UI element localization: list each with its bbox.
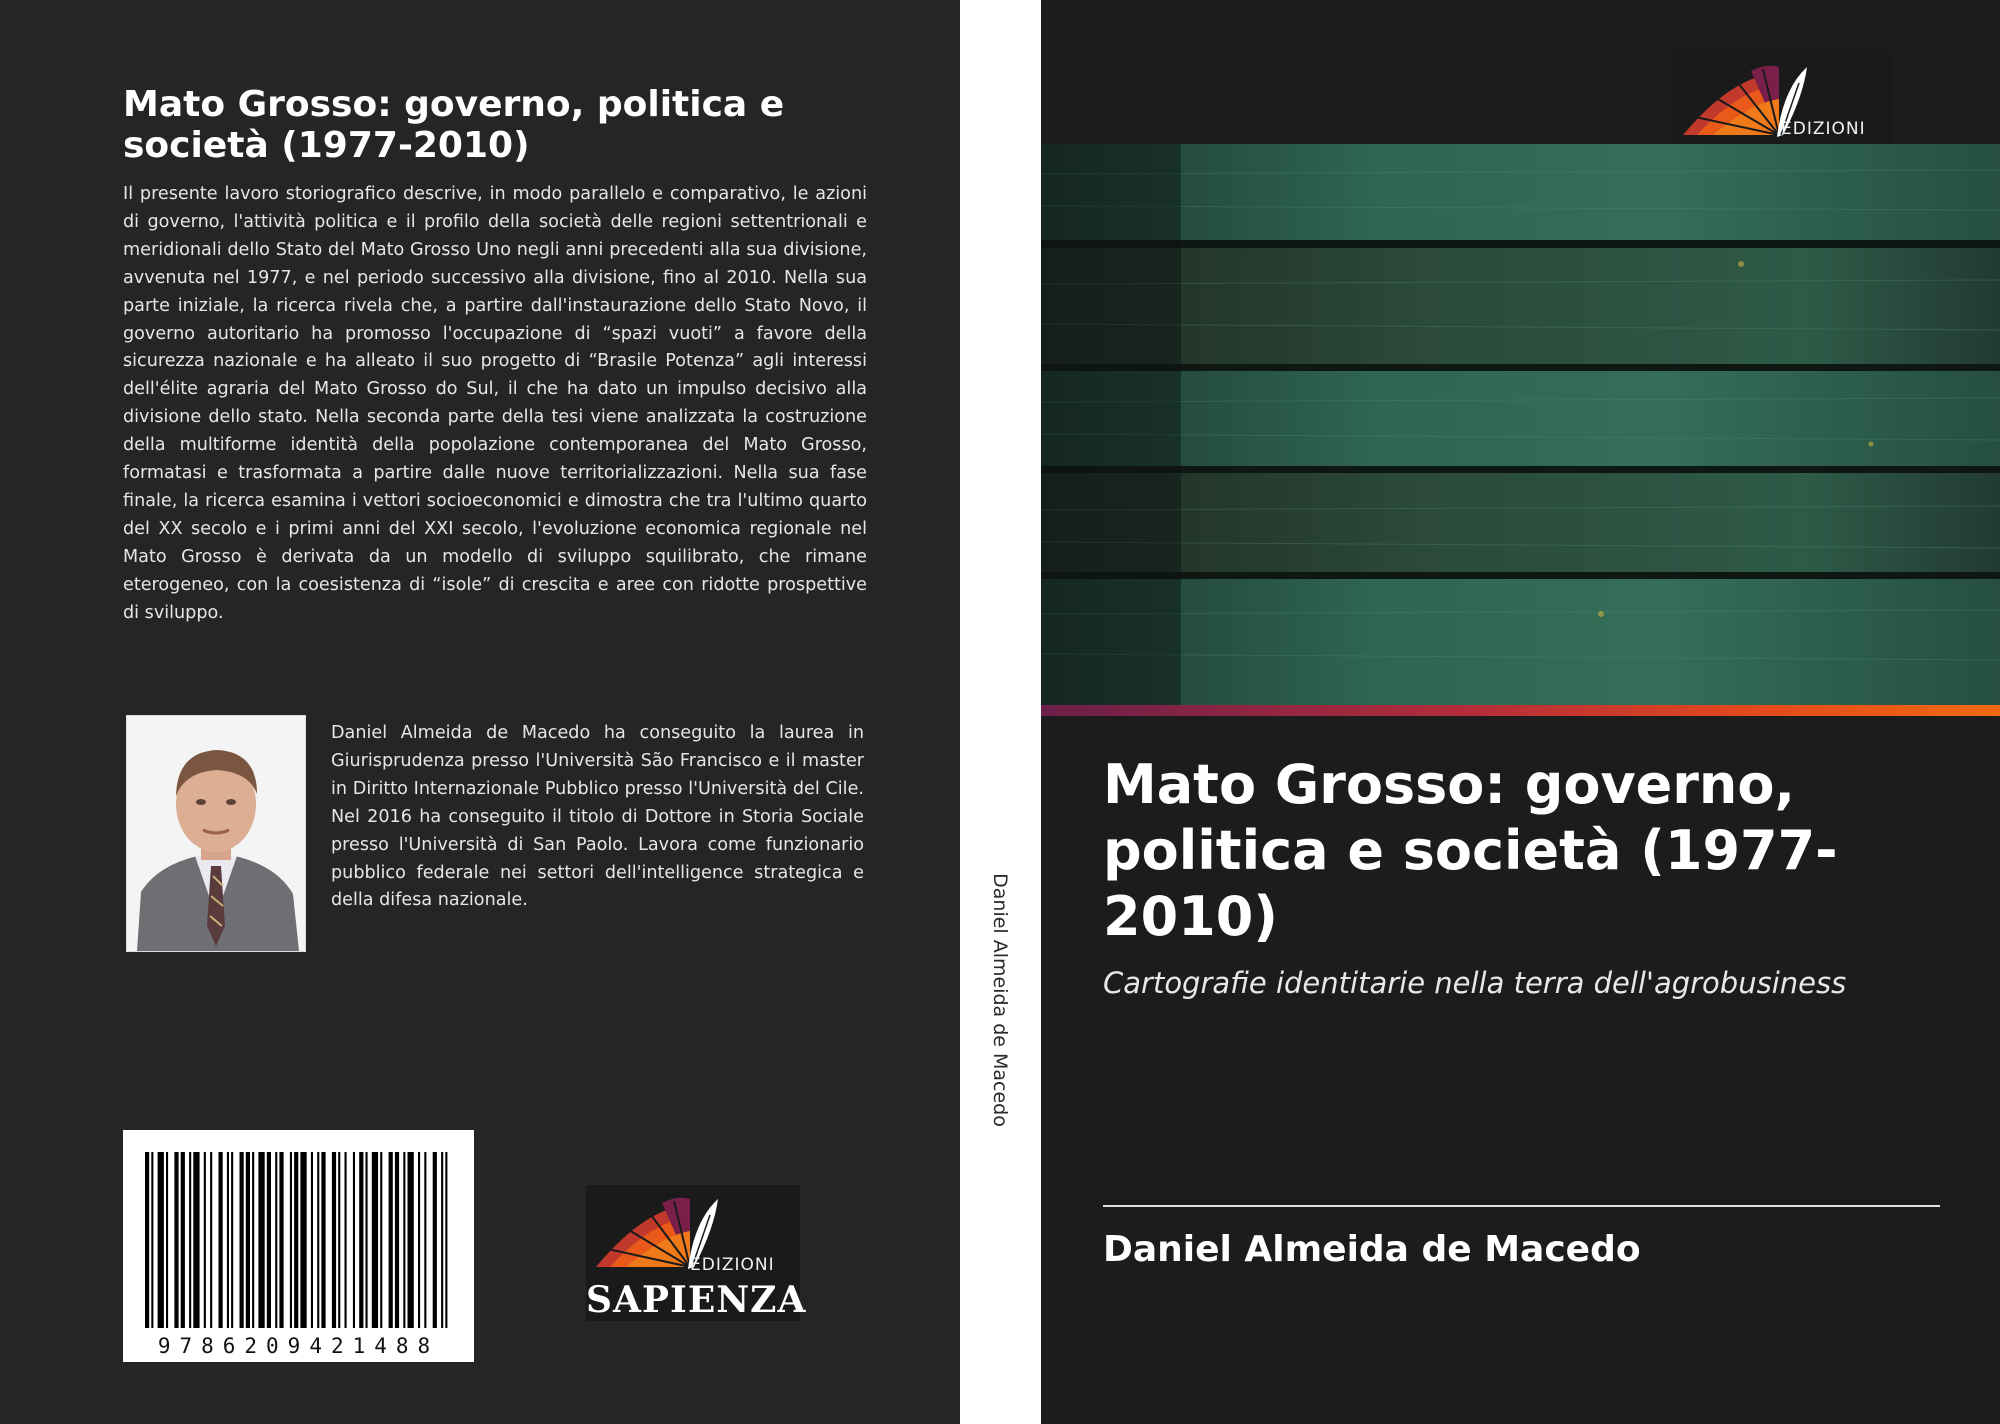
isbn-digits: 9786209421488 (157, 1334, 440, 1358)
barcode-bar (380, 1152, 382, 1328)
barcode-bar (294, 1152, 298, 1328)
barcode-bar (219, 1152, 223, 1328)
barcode-bar (366, 1152, 368, 1328)
barcode-bar (424, 1152, 426, 1328)
barcode-bar (311, 1152, 313, 1328)
barcode-bar (231, 1152, 233, 1328)
barcode-bar (408, 1152, 414, 1328)
barcode-bar (174, 1152, 178, 1328)
author-photo (126, 715, 306, 952)
barcode-bars (123, 1130, 474, 1362)
barcode-bar (258, 1152, 264, 1328)
barcode-bar (300, 1152, 306, 1328)
barcode-bar (246, 1152, 250, 1328)
barcode-bar (332, 1152, 336, 1328)
barcode-bar (353, 1152, 355, 1328)
barcode-bar (145, 1152, 149, 1328)
wood-plank-image (1041, 144, 2000, 706)
barcode-bar (418, 1152, 420, 1328)
barcode-bar (181, 1152, 185, 1328)
accent-stripe (1041, 705, 2000, 716)
barcode-bar (321, 1152, 325, 1328)
barcode-bar (290, 1152, 292, 1328)
barcode-bar (275, 1152, 277, 1328)
barcode-bar (240, 1152, 244, 1328)
publisher-name: SAPIENZA (586, 1279, 807, 1321)
barcode-bar (359, 1152, 363, 1328)
front-cover-author: Daniel Almeida de Macedo (1103, 1229, 1641, 1270)
barcode-bar (345, 1152, 347, 1328)
barcode-bar (403, 1152, 405, 1328)
barcode-bar (445, 1152, 447, 1328)
spine-author: Daniel Almeida de Macedo (989, 873, 1011, 1127)
barcode-bar (158, 1152, 164, 1328)
author-divider (1103, 1205, 1940, 1207)
barcode-bar (372, 1152, 378, 1328)
book-spine (960, 0, 1041, 1424)
barcode-bar (395, 1152, 399, 1328)
back-cover-title: Mato Grosso: governo, politica e società (1977-2010) (123, 84, 785, 166)
back-cover-blurb: Il presente lavoro storiografico descrive, in modo parallelo e comparativo, le azioni di governo, l'attività politica e il profilo della società delle regioni settentrionali e meridionali dello Stato del Mato Grosso Uno negli anni precedenti alla sua divisione, avvenuta nel 1977, e nel periodo successivo alla divisione, fino al 2010. Nella sua parte iniziale, la ricerca rivela che, a partire dall'instaurazione dello Stato Novo, il governo autoritario ha promosso l'occupazione di “spazi vuoti” a favore della sicurezza nazionale e ha alleato il suo progetto di “Brasile Potenza” agli interessi dell'élite agraria del Mato Grosso do Sul, il che ha dato un impulso decisivo alla divisione dello stato. Nella seconda parte della tesi viene analizzata la costruzione della multiforme identità della popolazione contemporanea del Mato Grosso, formatasi e trasformata a partire dalle nuove territorializzazioni. Nella sua fase finale, la ricerca esamina i vettori socioeconomici e dimostra che tra l'ultimo quarto del XX secolo e i primi anni del XXI secolo, l'evoluzione economica regionale nel Mato Grosso è derivata da un modello di sviluppo squilibrato, che rimane eterogeneo, con la coesistenza di “isole” di crescita e aree con ridotte prospettive di sviluppo. (123, 184, 867, 623)
author-bio: Daniel Almeida de Macedo ha conseguito la laurea in Giurisprudenza presso l'Università São Francisco e il master in Diritto Internazionale Pubblico presso l'Università del Cile. Nel 2016 ha conseguito il titolo di Dottore in Storia Sociale presso l'Università di San Paolo. Lavora come funzionario pubblico federale nei settori dell'intelligence strategica e della difesa nazionale. (331, 723, 864, 911)
barcode-bar (227, 1152, 229, 1328)
barcode-bar (252, 1152, 254, 1328)
front-cover-title: Mato Grosso: governo, politica e società (1977-2010) (1103, 753, 1838, 948)
barcode-bar (338, 1152, 340, 1328)
front-cover-subtitle: Cartografie identitarie nella terra dell'agrobusiness (1103, 966, 1847, 1000)
barcode-bar (317, 1152, 319, 1328)
barcode-bar (389, 1152, 393, 1328)
publisher-logo-back (586, 1185, 807, 1321)
barcode-bar (433, 1152, 437, 1328)
barcode-bar (193, 1152, 199, 1328)
barcode-bar (441, 1152, 443, 1328)
barcode-bar (189, 1152, 191, 1328)
barcode-bar (151, 1152, 153, 1328)
barcode-bar (267, 1152, 271, 1328)
barcode-bar (166, 1152, 168, 1328)
barcode-bar (204, 1152, 206, 1328)
barcode-bar (210, 1152, 212, 1328)
barcode-bar (279, 1152, 283, 1328)
publisher-edizioni: EDIZIONI (1781, 119, 1866, 139)
isbn-barcode (123, 1130, 474, 1362)
publisher-edizioni: EDIZIONI (690, 1255, 775, 1275)
